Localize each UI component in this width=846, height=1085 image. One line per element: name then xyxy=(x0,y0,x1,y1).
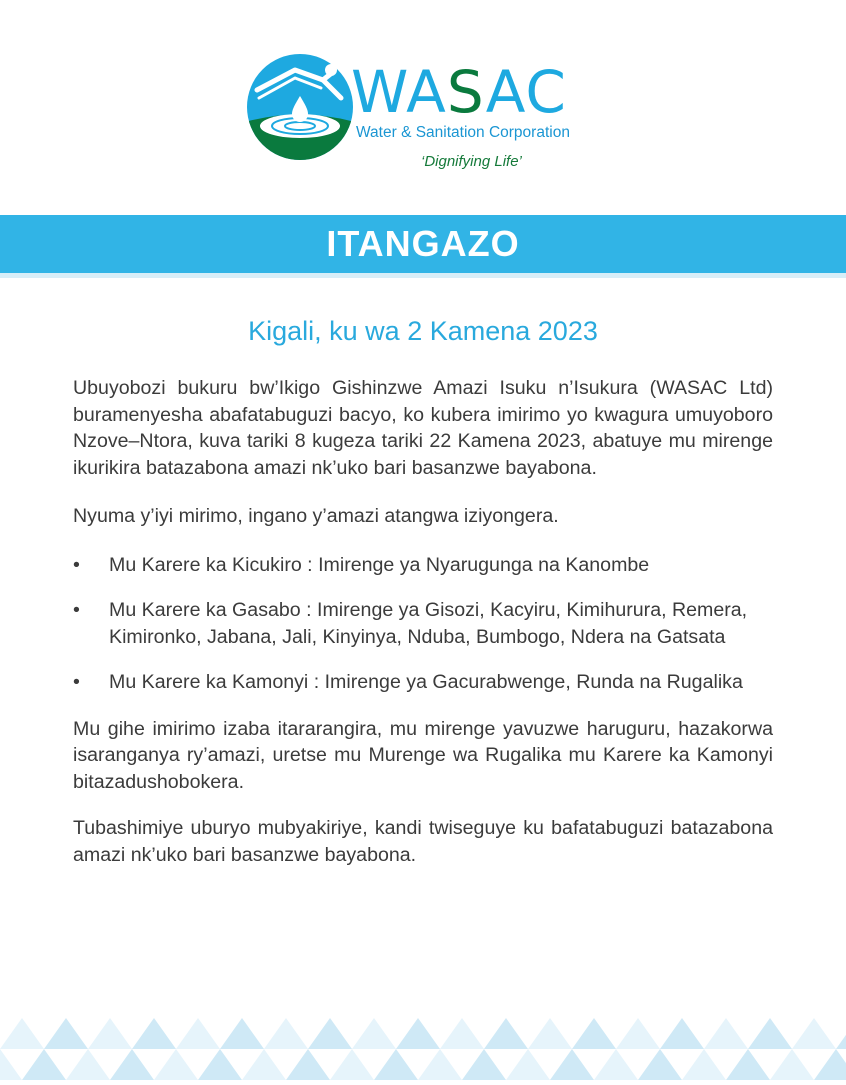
pattern-triangle xyxy=(572,1018,616,1049)
closing-paragraph: Tubashimiye uburyo mubyakiriye, kandi twiseguye ku bafatabuguzi batazabona amazi nk’uko bari basanzwe bayabona. xyxy=(73,817,773,866)
pattern-triangle xyxy=(484,1018,528,1049)
bullet-icon: • xyxy=(73,671,80,693)
pattern-triangle xyxy=(352,1018,396,1049)
pattern-triangle xyxy=(110,1049,154,1080)
list-item: • Mu Karere ka Kamonyi : Imirenge ya Gacurabwenge, Runda na Rugalika xyxy=(73,669,773,696)
pattern-triangle xyxy=(0,1018,44,1049)
pattern-triangle xyxy=(198,1049,242,1080)
wasac-logo xyxy=(245,52,605,172)
pattern-triangle xyxy=(660,1018,704,1049)
pattern-triangle xyxy=(418,1049,462,1080)
pattern-triangle xyxy=(308,1018,352,1049)
brand-tagline: Water & Sanitation Corporation xyxy=(356,124,570,141)
brand-name: WASAC xyxy=(351,58,567,126)
pattern-triangle xyxy=(440,1018,484,1049)
pattern-triangle xyxy=(242,1049,286,1080)
brand-motto: ‘Dignifying Life’ xyxy=(421,153,522,170)
pattern-triangle xyxy=(154,1049,198,1080)
pattern-triangle xyxy=(132,1018,176,1049)
pattern-triangle xyxy=(748,1018,792,1049)
pattern-triangle xyxy=(264,1018,308,1049)
pattern-triangle xyxy=(330,1049,374,1080)
pattern-triangle xyxy=(638,1049,682,1080)
pattern-triangle xyxy=(550,1049,594,1080)
pattern-triangle xyxy=(792,1018,836,1049)
pattern-triangle xyxy=(726,1049,770,1080)
pattern-triangle xyxy=(0,1049,22,1080)
pattern-triangle xyxy=(814,1049,846,1080)
pattern-triangle xyxy=(22,1049,66,1080)
pattern-triangle xyxy=(220,1018,264,1049)
bullet-icon: • xyxy=(73,553,80,576)
rationing-paragraph: Mu gihe imirimo izaba itararangira, mu mirenge yavuzwe haruguru, hazakorwa isaranganya ry’amazi, uretse mu Murenge wa Rugalika mu Karere ka Kamonyi bitazadushobokera. xyxy=(73,717,773,793)
pattern-triangle xyxy=(44,1018,88,1049)
pattern-triangle xyxy=(374,1049,418,1080)
pattern-triangle xyxy=(286,1049,330,1080)
pattern-triangle xyxy=(462,1049,506,1080)
pattern-triangle xyxy=(682,1049,726,1080)
pattern-triangle xyxy=(594,1049,638,1080)
dateline: Kigali, ku wa 2 Kamena 2023 xyxy=(248,316,598,346)
pattern-triangle xyxy=(528,1018,572,1049)
pattern-triangle xyxy=(770,1049,814,1080)
title-banner xyxy=(0,215,846,278)
intro-paragraph: Ubuyobozi bukuru bw’Ikigo Gishinzwe Amazi Isuku n’Isukura (WASAC Ltd) buramenyesha abafatabuguzi bacyo, ko kubera imirimo yo kwagura umuyoboro Nzove–Ntora, kuva tariki 8 kugeza tariki 22 Kamena 2023, abatuye mu mirenge ikurikira batazabona amazi nk’uko bari basanzwe bayabona. xyxy=(73,377,773,479)
pattern-triangle xyxy=(66,1049,110,1080)
pattern-triangle xyxy=(506,1049,550,1080)
triangle-pattern-icon xyxy=(0,1018,846,1080)
footer-pattern xyxy=(0,1018,846,1080)
wasac-water-drop-icon xyxy=(245,52,355,162)
list-item: • Mu Karere ka Gasabo : Imirenge ya Gisozi, Kacyiru, Kimihurura, Remera, Kimironko, Jabana, Jali, Kinyinya, Nduba, Bumbogo, Ndera na Gatsata xyxy=(73,599,748,648)
pattern-triangle xyxy=(704,1018,748,1049)
pattern-triangle xyxy=(88,1018,132,1049)
pattern-triangle xyxy=(836,1018,846,1049)
affected-areas-list xyxy=(73,552,773,696)
announcement-body xyxy=(73,375,773,868)
lead-paragraph: Nyuma y’iyi mirimo, ingano y’amazi atangwa iziyongera. xyxy=(73,505,559,527)
pattern-triangle xyxy=(176,1018,220,1049)
pattern-triangle xyxy=(616,1018,660,1049)
page-title: ITANGAZO xyxy=(326,223,520,264)
list-item: • Mu Karere ka Kicukiro : Imirenge ya Nyarugunga na Kanombe xyxy=(73,552,773,579)
pattern-triangle xyxy=(396,1018,440,1049)
bullet-icon: • xyxy=(73,599,80,621)
